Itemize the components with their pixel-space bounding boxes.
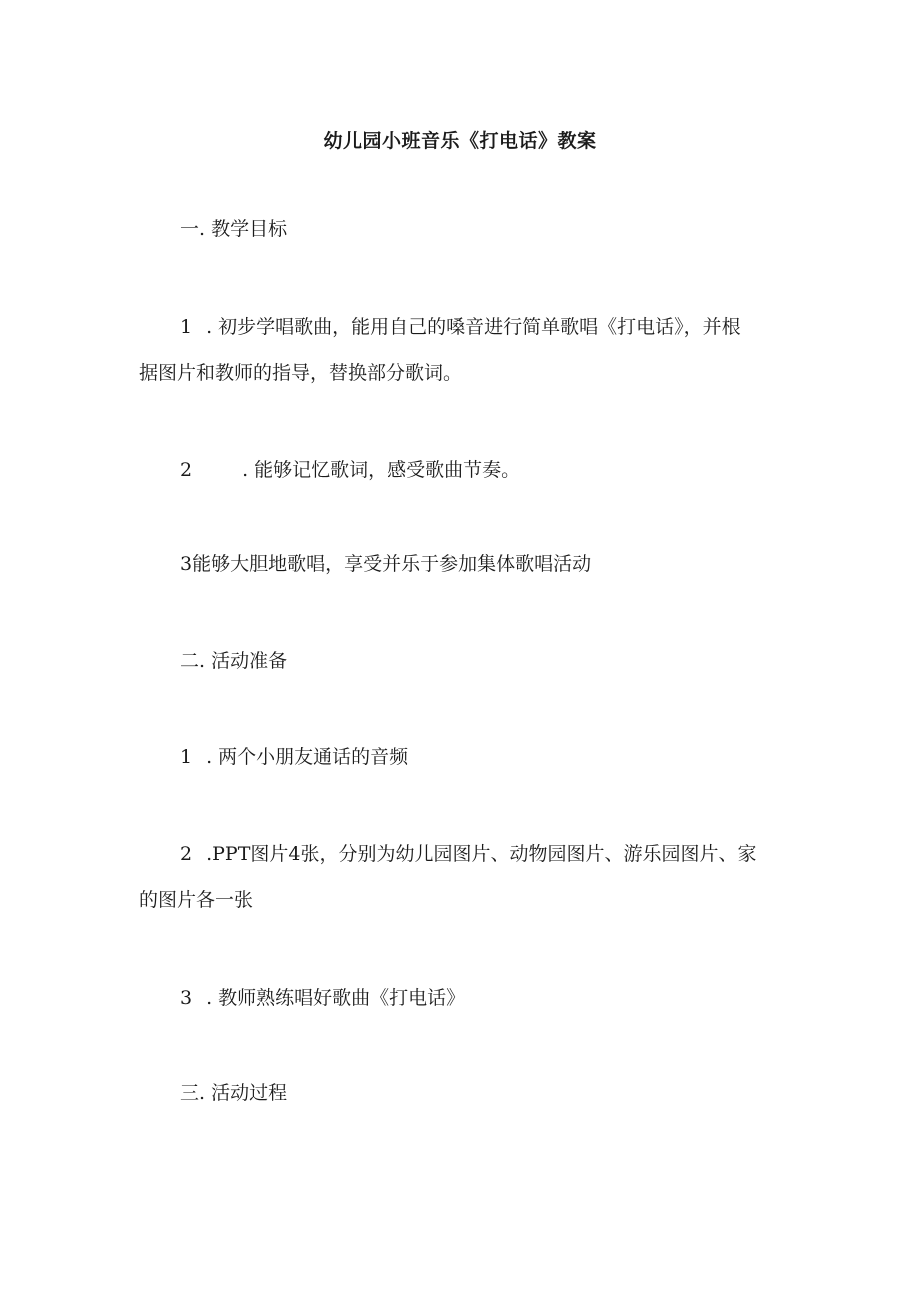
section-heading-objectives: 一. 教学目标 [180,218,288,240]
preparation-item-2-line-1 [180,841,756,867]
objective-item-1-line-2: 据图片和教师的指导，替换部分歌词。 [139,362,463,384]
objective-item-2 [180,457,520,483]
objective-item-3: 3能够大胆地歌唱，享受并乐于参加集体歌唱活动 [180,553,592,575]
item-text: .PPT图片4张，分别为幼儿园图片、动物园图片、游乐园图片、家 [206,843,757,865]
document-title: 幼儿园小班音乐《打电话》教案 [323,130,597,152]
item-number: 2 [180,459,193,481]
section-heading-preparation: 二. 活动准备 [180,650,288,672]
item-number: 3 [180,987,193,1009]
item-text: . 能够记忆歌词，感受歌曲节奏。 [242,459,521,481]
preparation-item-1 [180,744,408,770]
item-number: 1 [180,316,193,338]
preparation-item-3 [180,985,465,1011]
item-number: 2 [180,843,193,865]
item-text: . 初步学唱歌曲，能用自己的嗓音进行简单歌唱《打电话》，并根 [206,316,741,338]
item-text: . 教师熟练唱好歌曲《打电话》 [206,987,466,1009]
objective-item-1-line-1 [180,314,741,340]
item-number: 1 [180,746,193,768]
section-heading-process: 三. 活动过程 [180,1082,288,1104]
preparation-item-2-line-2: 的图片各一张 [139,889,254,911]
item-text: . 两个小朋友通话的音频 [206,746,409,768]
